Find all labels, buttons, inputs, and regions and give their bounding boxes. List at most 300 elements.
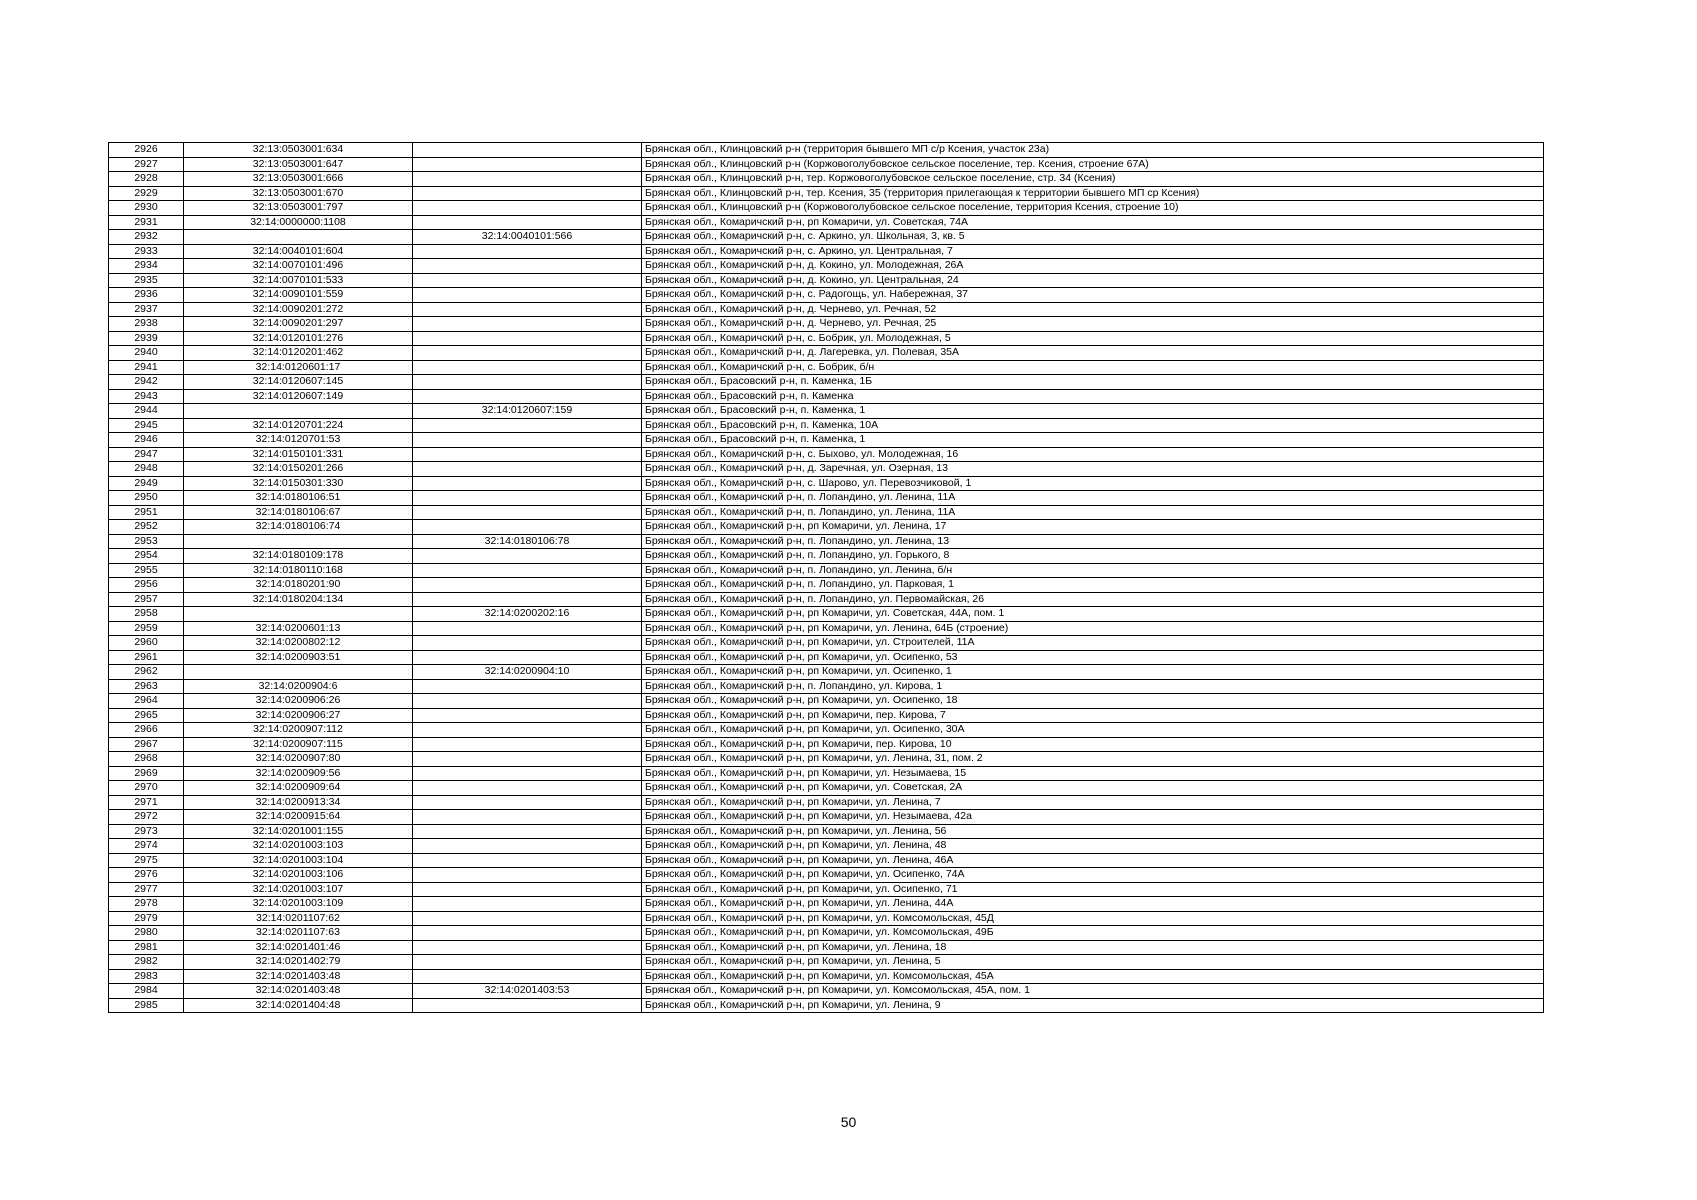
- address-cell: Брянская обл., Комаричский р-н, с. Радогощь, ул. Набережная, 37: [642, 288, 1544, 303]
- row-number-cell: 2926: [109, 143, 184, 158]
- registry-body: [109, 143, 1544, 1013]
- row-number-cell: 2949: [109, 476, 184, 491]
- table-row: [109, 389, 1544, 404]
- row-number-cell: 2940: [109, 346, 184, 361]
- cadastral-number-cell: 32:14:0180204:134: [184, 592, 413, 607]
- cadastral-number-cell: [184, 404, 413, 419]
- related-cadastral-number-cell: [413, 926, 642, 941]
- address-cell: Брянская обл., Комаричский р-н, рп Комаричи, ул. Ленина, 56: [642, 824, 1544, 839]
- row-number-cell: 2954: [109, 549, 184, 564]
- table-row: [109, 288, 1544, 303]
- address-cell: Брянская обл., Брасовский р-н, п. Каменка: [642, 389, 1544, 404]
- table-row: [109, 244, 1544, 259]
- related-cadastral-number-cell: [413, 708, 642, 723]
- row-number-cell: 2962: [109, 665, 184, 680]
- row-number-cell: 2985: [109, 998, 184, 1013]
- row-number-cell: 2939: [109, 331, 184, 346]
- related-cadastral-number-cell: [413, 679, 642, 694]
- address-cell: Брянская обл., Комаричский р-н, рп Комаричи, ул. Ленина, 46А: [642, 853, 1544, 868]
- cadastral-number-cell: 32:14:0090201:297: [184, 317, 413, 332]
- address-cell: Брянская обл., Комаричский р-н, рп Комаричи, ул. Осипенко, 30А: [642, 723, 1544, 738]
- table-row: [109, 810, 1544, 825]
- table-row: [109, 679, 1544, 694]
- table-row: [109, 476, 1544, 491]
- table-row: [109, 143, 1544, 158]
- cadastral-number-cell: 32:14:0200904:6: [184, 679, 413, 694]
- row-number-cell: 2976: [109, 868, 184, 883]
- cadastral-number-cell: 32:14:0120601:17: [184, 360, 413, 375]
- row-number-cell: 2971: [109, 795, 184, 810]
- address-cell: Брянская обл., Комаричский р-н, рп Комаричи, ул. Комсомольская, 45А: [642, 969, 1544, 984]
- table-row: [109, 795, 1544, 810]
- address-cell: Брянская обл., Комаричский р-н, п. Лопандино, ул. Ленина, б/н: [642, 563, 1544, 578]
- row-number-cell: 2983: [109, 969, 184, 984]
- address-cell: Брянская обл., Комаричский р-н, рп Комаричи, ул. Ленина, 48: [642, 839, 1544, 854]
- cadastral-number-cell: 32:14:0200915:64: [184, 810, 413, 825]
- table-row: [109, 766, 1544, 781]
- cadastral-number-cell: 32:14:0200913:34: [184, 795, 413, 810]
- table-row: [109, 549, 1544, 564]
- table-row: [109, 346, 1544, 361]
- cadastral-number-cell: 32:14:0201404:48: [184, 998, 413, 1013]
- table-row: [109, 505, 1544, 520]
- table-row: [109, 462, 1544, 477]
- cadastral-number-cell: 32:14:0200802:12: [184, 636, 413, 651]
- table-row: [109, 201, 1544, 216]
- cadastral-number-cell: 32:14:0040101:604: [184, 244, 413, 259]
- table-row: [109, 491, 1544, 506]
- cadastral-number-cell: 32:14:0120607:149: [184, 389, 413, 404]
- cadastral-number-cell: 32:14:0201001:155: [184, 824, 413, 839]
- related-cadastral-number-cell: [413, 795, 642, 810]
- table-row: [109, 273, 1544, 288]
- related-cadastral-number-cell: [413, 839, 642, 854]
- table-row: [109, 882, 1544, 897]
- related-cadastral-number-cell: [413, 244, 642, 259]
- cadastral-number-cell: 32:13:0503001:634: [184, 143, 413, 158]
- related-cadastral-number-cell: [413, 694, 642, 709]
- row-number-cell: 2974: [109, 839, 184, 854]
- related-cadastral-number-cell: [413, 418, 642, 433]
- address-cell: Брянская обл., Комаричский р-н, п. Лопандино, ул. Ленина, 11А: [642, 491, 1544, 506]
- related-cadastral-number-cell: [413, 737, 642, 752]
- cadastral-number-cell: 32:14:0201003:104: [184, 853, 413, 868]
- related-cadastral-number-cell: [413, 157, 642, 172]
- row-number-cell: 2961: [109, 650, 184, 665]
- table-row: [109, 578, 1544, 593]
- row-number-cell: 2958: [109, 607, 184, 622]
- table-row: [109, 317, 1544, 332]
- table-row: [109, 897, 1544, 912]
- cadastral-number-cell: 32:14:0070101:533: [184, 273, 413, 288]
- cadastral-number-cell: 32:13:0503001:797: [184, 201, 413, 216]
- related-cadastral-number-cell: [413, 911, 642, 926]
- address-cell: Брянская обл., Комаричский р-н, с. Быхово, ул. Молодежная, 16: [642, 447, 1544, 462]
- address-cell: Брянская обл., Комаричский р-н, рп Комаричи, ул. Ленина, 9: [642, 998, 1544, 1013]
- table-row: [109, 433, 1544, 448]
- related-cadastral-number-cell: [413, 259, 642, 274]
- related-cadastral-number-cell: [413, 897, 642, 912]
- cadastral-number-cell: 32:14:0201003:107: [184, 882, 413, 897]
- related-cadastral-number-cell: [413, 375, 642, 390]
- address-cell: Брянская обл., Комаричский р-н, рп Комаричи, ул. Советская, 74А: [642, 215, 1544, 230]
- cadastral-number-cell: [184, 607, 413, 622]
- row-number-cell: 2966: [109, 723, 184, 738]
- table-row: [109, 708, 1544, 723]
- address-cell: Брянская обл., Комаричский р-н, рп Комаричи, ул. Ленина, 31, пом. 2: [642, 752, 1544, 767]
- table-row: [109, 650, 1544, 665]
- address-cell: Брянская обл., Комаричский р-н, с. Бобрик, б/н: [642, 360, 1544, 375]
- table-row: [109, 998, 1544, 1013]
- related-cadastral-number-cell: [413, 853, 642, 868]
- address-cell: Брянская обл., Клинцовский р-н (Коржовоголубовское сельское поселение, территория Ксения, строение 10): [642, 201, 1544, 216]
- row-number-cell: 2932: [109, 230, 184, 245]
- related-cadastral-number-cell: [413, 824, 642, 839]
- related-cadastral-number-cell: [413, 302, 642, 317]
- address-cell: Брянская обл., Комаричский р-н, рп Комаричи, ул. Осипенко, 53: [642, 650, 1544, 665]
- table-row: [109, 984, 1544, 999]
- row-number-cell: 2963: [109, 679, 184, 694]
- cadastral-number-cell: 32:14:0090201:272: [184, 302, 413, 317]
- address-cell: Брянская обл., Комаричский р-н, рп Комаричи, пер. Кирова, 7: [642, 708, 1544, 723]
- row-number-cell: 2973: [109, 824, 184, 839]
- address-cell: Брянская обл., Комаричский р-н, рп Комаричи, ул. Советская, 2А: [642, 781, 1544, 796]
- cadastral-number-cell: 32:14:0200909:64: [184, 781, 413, 796]
- address-cell: Брянская обл., Комаричский р-н, п. Лопандино, ул. Первомайская, 26: [642, 592, 1544, 607]
- address-cell: Брянская обл., Комаричский р-н, рп Комаричи, ул. Осипенко, 71: [642, 882, 1544, 897]
- address-cell: Брянская обл., Комаричский р-н, п. Лопандино, ул. Кирова, 1: [642, 679, 1544, 694]
- address-cell: Брянская обл., Комаричский р-н, с. Аркино, ул. Центральная, 7: [642, 244, 1544, 259]
- related-cadastral-number-cell: [413, 723, 642, 738]
- row-number-cell: 2978: [109, 897, 184, 912]
- cadastral-number-cell: 32:14:0200906:27: [184, 708, 413, 723]
- address-cell: Брянская обл., Комаричский р-н, рп Комаричи, ул. Осипенко, 18: [642, 694, 1544, 709]
- row-number-cell: 2969: [109, 766, 184, 781]
- related-cadastral-number-cell: [413, 636, 642, 651]
- related-cadastral-number-cell: [413, 346, 642, 361]
- related-cadastral-number-cell: [413, 143, 642, 158]
- row-number-cell: 2968: [109, 752, 184, 767]
- related-cadastral-number-cell: [413, 433, 642, 448]
- table-row: [109, 868, 1544, 883]
- row-number-cell: 2957: [109, 592, 184, 607]
- cadastral-number-cell: 32:14:0200903:51: [184, 650, 413, 665]
- cadastral-number-cell: 32:14:0201107:63: [184, 926, 413, 941]
- address-cell: Брянская обл., Комаричский р-н, рп Комаричи, ул. Осипенко, 1: [642, 665, 1544, 680]
- address-cell: Брянская обл., Брасовский р-н, п. Каменка, 1: [642, 404, 1544, 419]
- cadastral-number-cell: 32:14:0201003:109: [184, 897, 413, 912]
- cadastral-number-cell: 32:14:0180109:178: [184, 549, 413, 564]
- related-cadastral-number-cell: [413, 447, 642, 462]
- row-number-cell: 2928: [109, 172, 184, 187]
- related-cadastral-number-cell: 32:14:0200202:16: [413, 607, 642, 622]
- row-number-cell: 2979: [109, 911, 184, 926]
- cadastral-number-cell: 32:14:0120201:462: [184, 346, 413, 361]
- address-cell: Брянская обл., Комаричский р-н, рп Комаричи, ул. Ленина, 18: [642, 940, 1544, 955]
- address-cell: Брянская обл., Комаричский р-н, д. Лагеревка, ул. Полевая, 35А: [642, 346, 1544, 361]
- cadastral-number-cell: 32:14:0200601:13: [184, 621, 413, 636]
- cadastral-number-cell: 32:14:0201403:48: [184, 984, 413, 999]
- row-number-cell: 2927: [109, 157, 184, 172]
- row-number-cell: 2972: [109, 810, 184, 825]
- related-cadastral-number-cell: [413, 491, 642, 506]
- row-number-cell: 2965: [109, 708, 184, 723]
- related-cadastral-number-cell: [413, 288, 642, 303]
- cadastral-number-cell: 32:14:0201003:106: [184, 868, 413, 883]
- row-number-cell: 2933: [109, 244, 184, 259]
- table-row: [109, 592, 1544, 607]
- cadastral-number-cell: 32:13:0503001:666: [184, 172, 413, 187]
- related-cadastral-number-cell: [413, 752, 642, 767]
- table-row: [109, 824, 1544, 839]
- table-row: [109, 940, 1544, 955]
- address-cell: Брянская обл., Комаричский р-н, рп Комаричи, ул. Комсомольская, 45А, пом. 1: [642, 984, 1544, 999]
- cadastral-number-cell: 32:14:0150301:330: [184, 476, 413, 491]
- address-cell: Брянская обл., Комаричский р-н, д. Чернево, ул. Речная, 25: [642, 317, 1544, 332]
- row-number-cell: 2929: [109, 186, 184, 201]
- related-cadastral-number-cell: [413, 621, 642, 636]
- row-number-cell: 2980: [109, 926, 184, 941]
- related-cadastral-number-cell: [413, 578, 642, 593]
- table-row: [109, 969, 1544, 984]
- cadastral-number-cell: 32:14:0180201:90: [184, 578, 413, 593]
- row-number-cell: 2970: [109, 781, 184, 796]
- table-row: [109, 926, 1544, 941]
- related-cadastral-number-cell: [413, 505, 642, 520]
- row-number-cell: 2934: [109, 259, 184, 274]
- table-row: [109, 621, 1544, 636]
- cadastral-number-cell: 32:14:0201403:48: [184, 969, 413, 984]
- address-cell: Брянская обл., Комаричский р-н, п. Лопандино, ул. Горького, 8: [642, 549, 1544, 564]
- cadastral-number-cell: 32:14:0000000:1108: [184, 215, 413, 230]
- row-number-cell: 2950: [109, 491, 184, 506]
- related-cadastral-number-cell: [413, 810, 642, 825]
- cadastral-number-cell: 32:14:0201402:79: [184, 955, 413, 970]
- address-cell: Брянская обл., Клинцовский р-н (Коржовоголубовское сельское поселение, тер. Ксения, строение 67А): [642, 157, 1544, 172]
- related-cadastral-number-cell: [413, 563, 642, 578]
- row-number-cell: 2964: [109, 694, 184, 709]
- related-cadastral-number-cell: [413, 201, 642, 216]
- table-row: [109, 520, 1544, 535]
- address-cell: Брянская обл., Комаричский р-н, д. Заречная, ул. Озерная, 13: [642, 462, 1544, 477]
- address-cell: Брянская обл., Комаричский р-н, рп Комаричи, ул. Осипенко, 74А: [642, 868, 1544, 883]
- related-cadastral-number-cell: 32:14:0180106:78: [413, 534, 642, 549]
- address-cell: Брянская обл., Комаричский р-н, рп Комаричи, ул. Незымаева, 15: [642, 766, 1544, 781]
- related-cadastral-number-cell: [413, 766, 642, 781]
- related-cadastral-number-cell: [413, 969, 642, 984]
- row-number-cell: 2955: [109, 563, 184, 578]
- cadastral-number-cell: [184, 534, 413, 549]
- row-number-cell: 2977: [109, 882, 184, 897]
- table-row: [109, 737, 1544, 752]
- row-number-cell: 2937: [109, 302, 184, 317]
- cadastral-number-cell: 32:14:0200906:26: [184, 694, 413, 709]
- table-row: [109, 636, 1544, 651]
- table-row: [109, 694, 1544, 709]
- address-cell: Брянская обл., Комаричский р-н, рп Комаричи, ул. Незымаева, 42а: [642, 810, 1544, 825]
- related-cadastral-number-cell: [413, 215, 642, 230]
- cadastral-number-cell: 32:13:0503001:670: [184, 186, 413, 201]
- row-number-cell: 2981: [109, 940, 184, 955]
- cadastral-number-cell: 32:14:0201107:62: [184, 911, 413, 926]
- related-cadastral-number-cell: [413, 389, 642, 404]
- related-cadastral-number-cell: [413, 360, 642, 375]
- address-cell: Брянская обл., Комаричский р-н, п. Лопандино, ул. Ленина, 11А: [642, 505, 1544, 520]
- related-cadastral-number-cell: 32:14:0120607:159: [413, 404, 642, 419]
- related-cadastral-number-cell: 32:14:0201403:53: [413, 984, 642, 999]
- cadastral-number-cell: 32:14:0180106:67: [184, 505, 413, 520]
- cadastral-number-cell: 32:14:0201401:46: [184, 940, 413, 955]
- cadastral-number-cell: 32:14:0150201:266: [184, 462, 413, 477]
- cadastral-number-cell: 32:14:0120101:276: [184, 331, 413, 346]
- related-cadastral-number-cell: [413, 781, 642, 796]
- table-row: [109, 331, 1544, 346]
- row-number-cell: 2951: [109, 505, 184, 520]
- cadastral-number-cell: 32:14:0200907:115: [184, 737, 413, 752]
- table-row: [109, 607, 1544, 622]
- table-row: [109, 723, 1544, 738]
- registry-table: [108, 142, 1544, 1013]
- row-number-cell: 2935: [109, 273, 184, 288]
- related-cadastral-number-cell: [413, 882, 642, 897]
- address-cell: Брянская обл., Комаричский р-н, рп Комаричи, ул. Ленина, 7: [642, 795, 1544, 810]
- address-cell: Брянская обл., Клинцовский р-н (территория бывшего МП с/р Ксения, участок 23а): [642, 143, 1544, 158]
- row-number-cell: 2959: [109, 621, 184, 636]
- related-cadastral-number-cell: [413, 186, 642, 201]
- row-number-cell: 2938: [109, 317, 184, 332]
- row-number-cell: 2952: [109, 520, 184, 535]
- row-number-cell: 2946: [109, 433, 184, 448]
- related-cadastral-number-cell: [413, 317, 642, 332]
- table-row: [109, 375, 1544, 390]
- cadastral-number-cell: 32:14:0180110:168: [184, 563, 413, 578]
- related-cadastral-number-cell: 32:14:0200904:10: [413, 665, 642, 680]
- row-number-cell: 2943: [109, 389, 184, 404]
- cadastral-number-cell: 32:14:0201003:103: [184, 839, 413, 854]
- table-row: [109, 665, 1544, 680]
- cadastral-number-cell: 32:14:0120701:224: [184, 418, 413, 433]
- related-cadastral-number-cell: [413, 462, 642, 477]
- address-cell: Брянская обл., Брасовский р-н, п. Каменка, 10А: [642, 418, 1544, 433]
- table-row: [109, 215, 1544, 230]
- row-number-cell: 2956: [109, 578, 184, 593]
- related-cadastral-number-cell: [413, 520, 642, 535]
- address-cell: Брянская обл., Комаричский р-н, рп Комаричи, ул. Ленина, 44А: [642, 897, 1544, 912]
- table-row: [109, 563, 1544, 578]
- related-cadastral-number-cell: [413, 549, 642, 564]
- cadastral-number-cell: 32:14:0200907:112: [184, 723, 413, 738]
- cadastral-number-cell: 32:14:0180106:51: [184, 491, 413, 506]
- related-cadastral-number-cell: [413, 592, 642, 607]
- row-number-cell: 2975: [109, 853, 184, 868]
- cadastral-number-cell: 32:14:0090101:559: [184, 288, 413, 303]
- address-cell: Брянская обл., Комаричский р-н, рп Комаричи, ул. Ленина, 17: [642, 520, 1544, 535]
- row-number-cell: 2945: [109, 418, 184, 433]
- address-cell: Брянская обл., Брасовский р-н, п. Каменка, 1: [642, 433, 1544, 448]
- row-number-cell: 2931: [109, 215, 184, 230]
- cadastral-number-cell: [184, 230, 413, 245]
- address-cell: Брянская обл., Комаричский р-н, п. Лопандино, ул. Ленина, 13: [642, 534, 1544, 549]
- related-cadastral-number-cell: [413, 172, 642, 187]
- related-cadastral-number-cell: [413, 273, 642, 288]
- address-cell: Брянская обл., Комаричский р-н, рп Комаричи, ул. Ленина, 64Б (строение): [642, 621, 1544, 636]
- address-cell: Брянская обл., Комаричский р-н, рп Комаричи, ул. Советская, 44А, пом. 1: [642, 607, 1544, 622]
- related-cadastral-number-cell: [413, 955, 642, 970]
- table-row: [109, 404, 1544, 419]
- address-cell: Брянская обл., Брасовский р-н, п. Каменка, 1Б: [642, 375, 1544, 390]
- address-cell: Брянская обл., Комаричский р-н, с. Шарово, ул. Перевозчиковой, 1: [642, 476, 1544, 491]
- address-cell: Брянская обл., Комаричский р-н, с. Бобрик, ул. Молодежная, 5: [642, 331, 1544, 346]
- cadastral-number-cell: 32:13:0503001:647: [184, 157, 413, 172]
- row-number-cell: 2930: [109, 201, 184, 216]
- related-cadastral-number-cell: [413, 940, 642, 955]
- address-cell: Брянская обл., Клинцовский р-н, тер. Коржовоголубовское сельское поселение, стр. 34 (Ксения): [642, 172, 1544, 187]
- address-cell: Брянская обл., Комаричский р-н, п. Лопандино, ул. Парковая, 1: [642, 578, 1544, 593]
- table-row: [109, 447, 1544, 462]
- address-cell: Брянская обл., Комаричский р-н, д. Кокино, ул. Центральная, 24: [642, 273, 1544, 288]
- page-number: 50: [840, 1114, 857, 1130]
- address-cell: Брянская обл., Комаричский р-н, рп Комаричи, ул. Комсомольская, 49Б: [642, 926, 1544, 941]
- address-cell: Брянская обл., Комаричский р-н, с. Аркино, ул. Школьная, 3, кв. 5: [642, 230, 1544, 245]
- row-number-cell: 2960: [109, 636, 184, 651]
- table-row: [109, 186, 1544, 201]
- related-cadastral-number-cell: [413, 868, 642, 883]
- table-row: [109, 752, 1544, 767]
- table-row: [109, 360, 1544, 375]
- address-cell: Брянская обл., Комаричский р-н, рп Комаричи, ул. Ленина, 5: [642, 955, 1544, 970]
- row-number-cell: 2982: [109, 955, 184, 970]
- address-cell: Брянская обл., Комаричский р-н, рп Комаричи, ул. Строителей, 11А: [642, 636, 1544, 651]
- related-cadastral-number-cell: 32:14:0040101:566: [413, 230, 642, 245]
- table-row: [109, 911, 1544, 926]
- table-row: [109, 172, 1544, 187]
- cadastral-number-cell: 32:14:0150101:331: [184, 447, 413, 462]
- related-cadastral-number-cell: [413, 331, 642, 346]
- related-cadastral-number-cell: [413, 998, 642, 1013]
- table-row: [109, 534, 1544, 549]
- table-row: [109, 781, 1544, 796]
- address-cell: Брянская обл., Комаричский р-н, рп Комаричи, пер. Кирова, 10: [642, 737, 1544, 752]
- table-row: [109, 955, 1544, 970]
- cadastral-number-cell: 32:14:0200909:56: [184, 766, 413, 781]
- row-number-cell: 2944: [109, 404, 184, 419]
- table-row: [109, 418, 1544, 433]
- row-number-cell: 2936: [109, 288, 184, 303]
- table-row: [109, 853, 1544, 868]
- table-row: [109, 839, 1544, 854]
- cadastral-number-cell: 32:14:0180106:74: [184, 520, 413, 535]
- cadastral-number-cell: 32:14:0120701:53: [184, 433, 413, 448]
- row-number-cell: 2942: [109, 375, 184, 390]
- table-row: [109, 230, 1544, 245]
- table-row: [109, 302, 1544, 317]
- address-cell: Брянская обл., Клинцовский р-н, тер. Ксения, 35 (территория прилегающая к территории бывшего МП ср Ксения): [642, 186, 1544, 201]
- related-cadastral-number-cell: [413, 650, 642, 665]
- related-cadastral-number-cell: [413, 476, 642, 491]
- cadastral-number-cell: 32:14:0120607:145: [184, 375, 413, 390]
- address-cell: Брянская обл., Комаричский р-н, рп Комаричи, ул. Комсомольская, 45Д: [642, 911, 1544, 926]
- row-number-cell: 2967: [109, 737, 184, 752]
- cadastral-number-cell: [184, 665, 413, 680]
- row-number-cell: 2984: [109, 984, 184, 999]
- address-cell: Брянская обл., Комаричский р-н, д. Кокино, ул. Молодежная, 26А: [642, 259, 1544, 274]
- cadastral-number-cell: 32:14:0070101:496: [184, 259, 413, 274]
- table-row: [109, 259, 1544, 274]
- row-number-cell: 2941: [109, 360, 184, 375]
- row-number-cell: 2947: [109, 447, 184, 462]
- row-number-cell: 2948: [109, 462, 184, 477]
- cadastral-number-cell: 32:14:0200907:80: [184, 752, 413, 767]
